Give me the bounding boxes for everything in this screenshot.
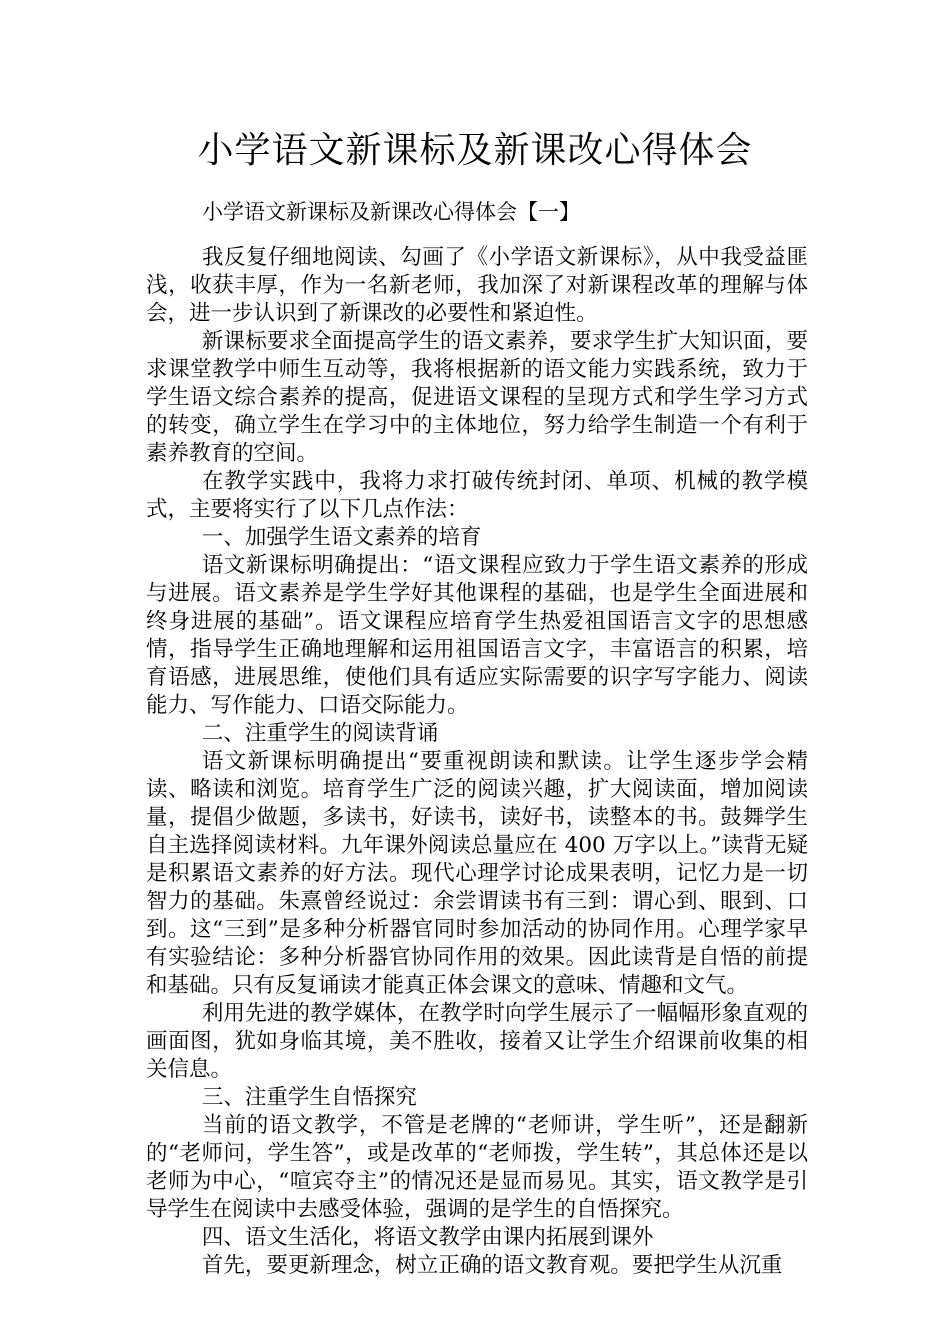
document-body	[146, 244, 808, 1280]
section-heading-3: 三、注重学生自悟探究	[201, 1085, 417, 1110]
section-heading-1: 一、加强学生语文素养的培育	[201, 525, 482, 550]
paragraph-practice: 在教学实践中，我将力求打破传统封闭、单项、机械的教学模式，主要将实行了以下几点作法：	[146, 469, 808, 522]
paragraph-requirements: 新课标要求全面提高学生的语文素养，要求学生扩大知识面，要求课堂教学中师生互动等，我将根据新的语文能力实践系统，致力于学生语文综合素养的提高，促进语文课程的呈现方式和学生学习方式的转变，确立学生在学习中的主体地位，努力给学生制造一个有利于素养教育的空间。	[146, 329, 808, 466]
document-title: 小学语文新课标及新课改心得体会	[197, 130, 753, 171]
paragraph-literacy: 语文新课标明确提出：“语文课程应致力于学生语文素养的形成与进展。语文素养是学生学好其他课程的基础，也是学生全面进展和终身进展的基础”。语文课程应培育学生热爱祖国语言文字的思想感情，指导学生正确地理解和运用祖国语言文字，丰富语言的积累，培育语感，进展思维，使他们具有适应实际需要的识字写字能力、阅读能力、写作能力、口语交际能力。	[146, 553, 808, 718]
paragraph-self-inquiry: 当前的语文教学，不管是老牌的“老师讲，学生听”，还是翻新的“老师问，学生答”，或是改革的“老师拨，学生转”，其总体还是以老师为中心，“喧宾夺主”的情况还是显而易见。其实，语文教学是引导学生在阅读中去感受体验，强调的是学生的自悟探究。	[146, 1113, 808, 1222]
paragraph-media: 利用先进的教学媒体，在教学时向学生展示了一幅幅形象直观的画面图，犹如身临其境，美不胜收，接着又让学生介绍课前收集的相关信息。	[146, 1001, 808, 1082]
section-heading-2: 二、注重学生的阅读背诵	[201, 721, 439, 746]
section-heading-4: 四、语文生活化，将语文教学由课内拓展到课外	[201, 1225, 654, 1250]
paragraph-intro: 我反复仔细地阅读、勾画了《小学语文新课标》，从中我受益匪浅，收获丰厚，作为一名新老师，我加深了对新课程改革的理解与体会，进一步认识到了新课改的必要性和紧迫性。	[146, 245, 808, 326]
document-subtitle: 小学语文新课标及新课改心得体会【一】	[202, 200, 580, 224]
paragraph-closing: 首先，要更新理念，树立正确的语文教育观。要把学生从沉重	[201, 1253, 783, 1278]
paragraph-reading: 语文新课标明确提出“要重视朗读和默读。让学生逐步学会精读、略读和浏览。培育学生广泛的阅读兴趣，扩大阅读面，增加阅读量，提倡少做题，多读书，好读书，读好书，读整本的书。鼓舞学生自主选择阅读材料。九年课外阅读总量应在 400 万字以上。”读背无疑是积累语文素养的好方法。现代心理学讨论成果表明，记忆力是一切智力的基础。朱熹曾经说过：余尝谓读书有三到：谓心到、眼到、口到。这“三到”是多种分析器官同时参加活动的协同作用。心理学家早有实验结论：多种分析器官协同作用的效果。因此读背是自悟的前提和基础。只有反复诵读才能真正体会课文的意味、情趣和文气。	[146, 749, 808, 998]
